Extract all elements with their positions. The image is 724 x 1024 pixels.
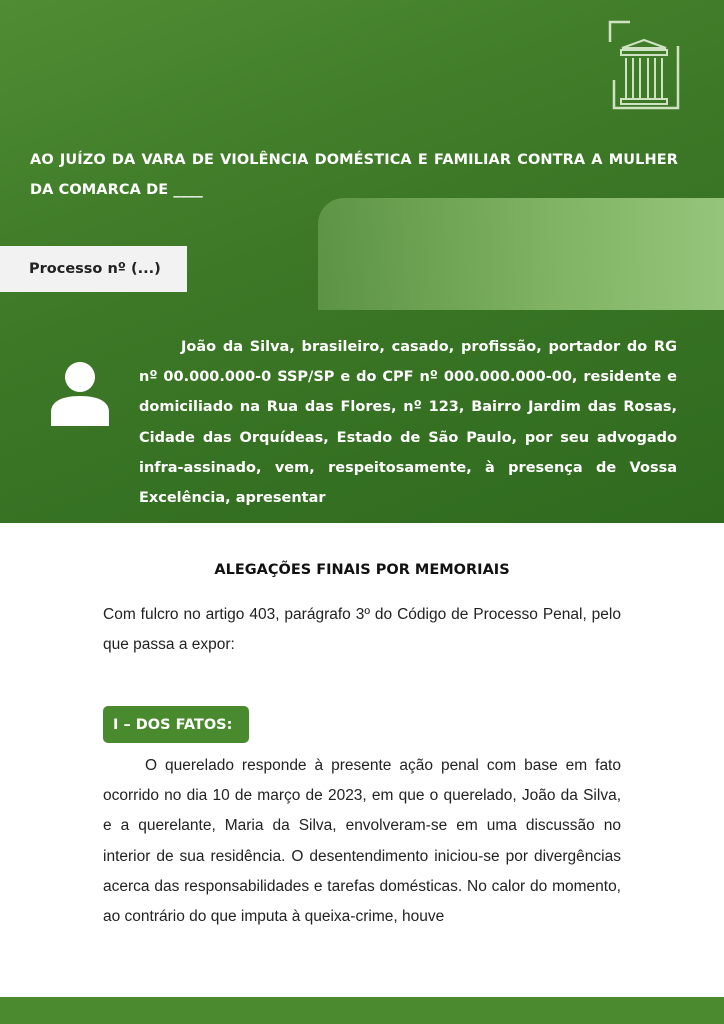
process-number-box [0,246,187,292]
person-icon [49,360,111,426]
intro-paragraph: Com fulcro no artigo 403, parágrafo 3º do Código de Processo Penal, pelo que passa a expor: [103,606,621,654]
process-number-label: Processo nº (...) [29,261,161,277]
party-qualification: João da Silva, brasileiro, casado, profissão, portador do RG nº 00.000.000-0 SSP/SP e do CPF nº 000.000.000-00, residente e domiciliado na Rua das Flores, nº 123, Bairro Jardim das Rosas, Cidade das Orquídeas, Estado de São Paulo, por seu advogado infra-assinado, vem, respeitosamente, à presença de Vossa Excelência, apresentar [139,339,677,507]
section-heading-label: I – DOS FATOS: [113,716,233,733]
courthouse-column-icon [608,20,680,110]
court-addressee [30,145,680,205]
court-line-1: AO JUÍZO DA VARA DE VIOLÊNCIA DOMÉSTICA E FAMILIAR CONTRA A MULHER [30,152,678,168]
footer-bar [0,997,724,1024]
document-title: ALEGAÇÕES FINAIS POR MEMORIAIS [214,562,510,578]
court-line-2: DA COMARCA DE ____ [30,182,203,198]
section-heading-facts [103,706,249,743]
facts-paragraph: O querelado responde à presente ação penal com base em fato ocorrido no dia 10 de março de 2023, em que o querelado, João da Silva, e a querelante, Maria da Silva, envolveram-se em uma discussão no interior de sua residência. O desentendimento iniciou-se por divergências acerca das responsabilidades e tarefas domésticas. No calor do momento, ao contrário do que imputa à queixa-crime, houve [103,757,621,926]
decorative-band [318,198,724,310]
